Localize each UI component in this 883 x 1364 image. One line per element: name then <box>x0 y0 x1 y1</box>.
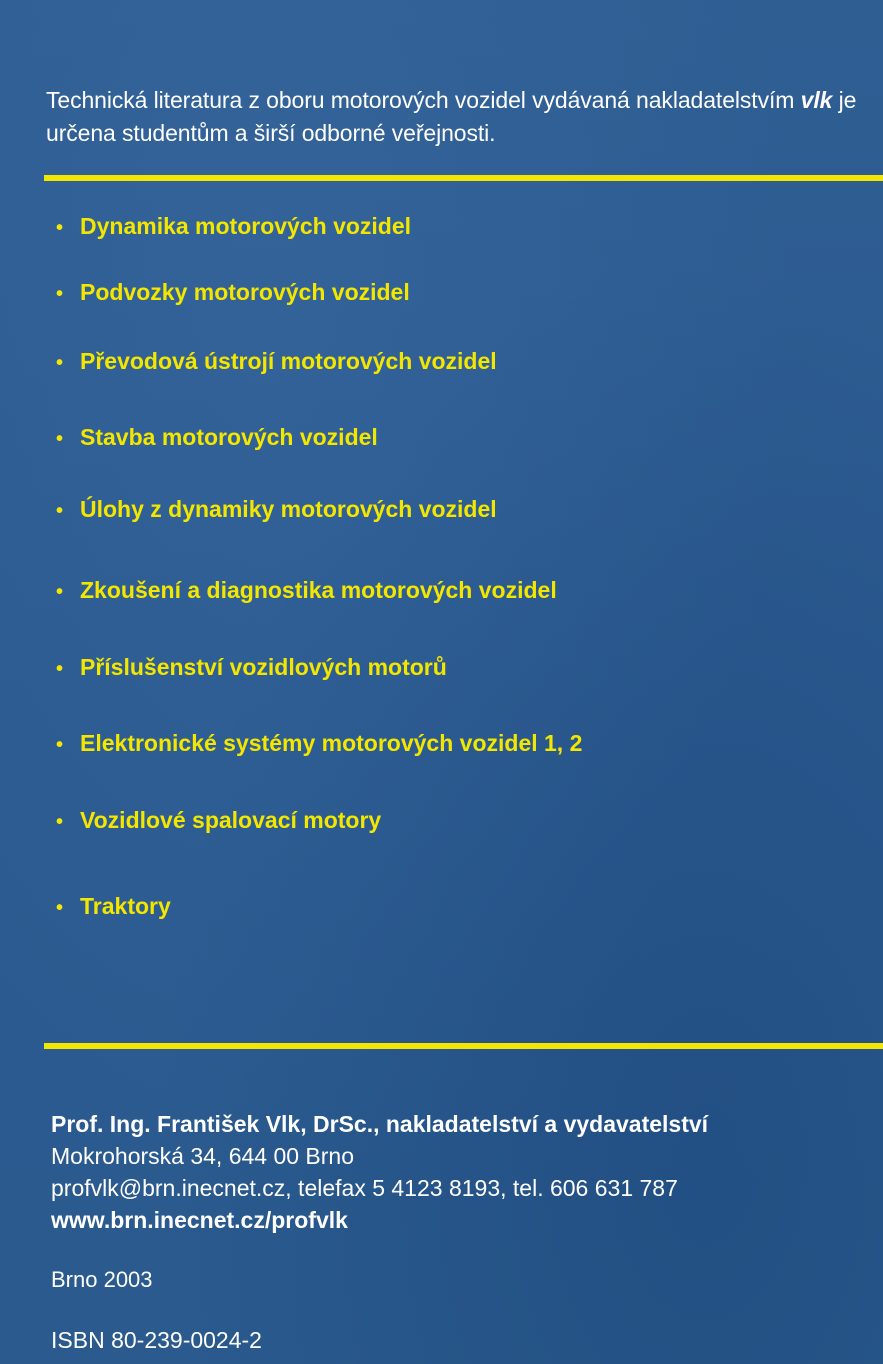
bullet-icon: • <box>56 352 64 374</box>
bullet-icon: • <box>56 500 64 522</box>
book-title: Elektronické systémy motorových vozidel 1, 2 <box>80 730 583 756</box>
bullet-icon: • <box>56 897 64 919</box>
book-title: Podvozky motorových vozidel <box>80 279 410 305</box>
book-title: Převodová ústrojí motorových vozidel <box>80 348 497 374</box>
book-item <box>56 495 497 525</box>
bottom-divider <box>44 1043 883 1049</box>
book-item <box>56 892 171 922</box>
intro-paragraph <box>46 84 866 150</box>
book-title: Traktory <box>80 893 171 919</box>
publisher-address: Mokrohorská 34, 644 00 Brno <box>51 1143 355 1169</box>
book-item <box>56 576 557 606</box>
book-title: Dynamika motorových vozidel <box>80 213 412 239</box>
book-item <box>56 212 411 242</box>
book-item <box>56 423 378 453</box>
book-item <box>56 653 447 683</box>
bullet-icon: • <box>56 428 64 450</box>
isbn: ISBN 80-239-0024-2 <box>51 1327 262 1353</box>
book-title: Úlohy z dynamiky motorových vozidel <box>80 496 497 522</box>
book-item <box>56 347 497 377</box>
top-divider <box>44 175 883 181</box>
book-item <box>56 806 381 836</box>
intro-text-start: Technická literatura z oboru motorových vozidel vydávaná nakladatelstvím <box>46 87 801 113</box>
publisher-contact: profvlk@brn.inecnet.cz, telefax 5 4123 8193, tel. 606 631 787 <box>51 1175 678 1201</box>
place-year: Brno 2003 <box>51 1267 153 1292</box>
bullet-icon: • <box>56 658 64 680</box>
bullet-icon: • <box>56 581 64 603</box>
bullet-icon: • <box>56 283 64 305</box>
bullet-icon: • <box>56 734 64 756</box>
publisher-website: www.brn.inecnet.cz/profvlk <box>51 1207 348 1233</box>
book-title: Stavba motorových vozidel <box>80 424 378 450</box>
bullet-icon: • <box>56 811 64 833</box>
publisher-info <box>51 1108 881 1236</box>
book-title: Zkoušení a diagnostika motorových vozidel <box>80 577 557 603</box>
bullet-icon: • <box>56 217 64 239</box>
book-item <box>56 729 582 759</box>
publisher-brand: vlk <box>800 87 833 113</box>
publisher-name: Prof. Ing. František Vlk, DrSc., nakladatelství a vydavatelství <box>51 1111 709 1137</box>
book-item <box>56 278 410 308</box>
book-title: Příslušenství vozidlových motorů <box>80 654 447 680</box>
book-title: Vozidlové spalovací motory <box>80 807 382 833</box>
intro-text-end: je určena studentům a širší odborné veřejnosti. <box>46 87 857 146</box>
